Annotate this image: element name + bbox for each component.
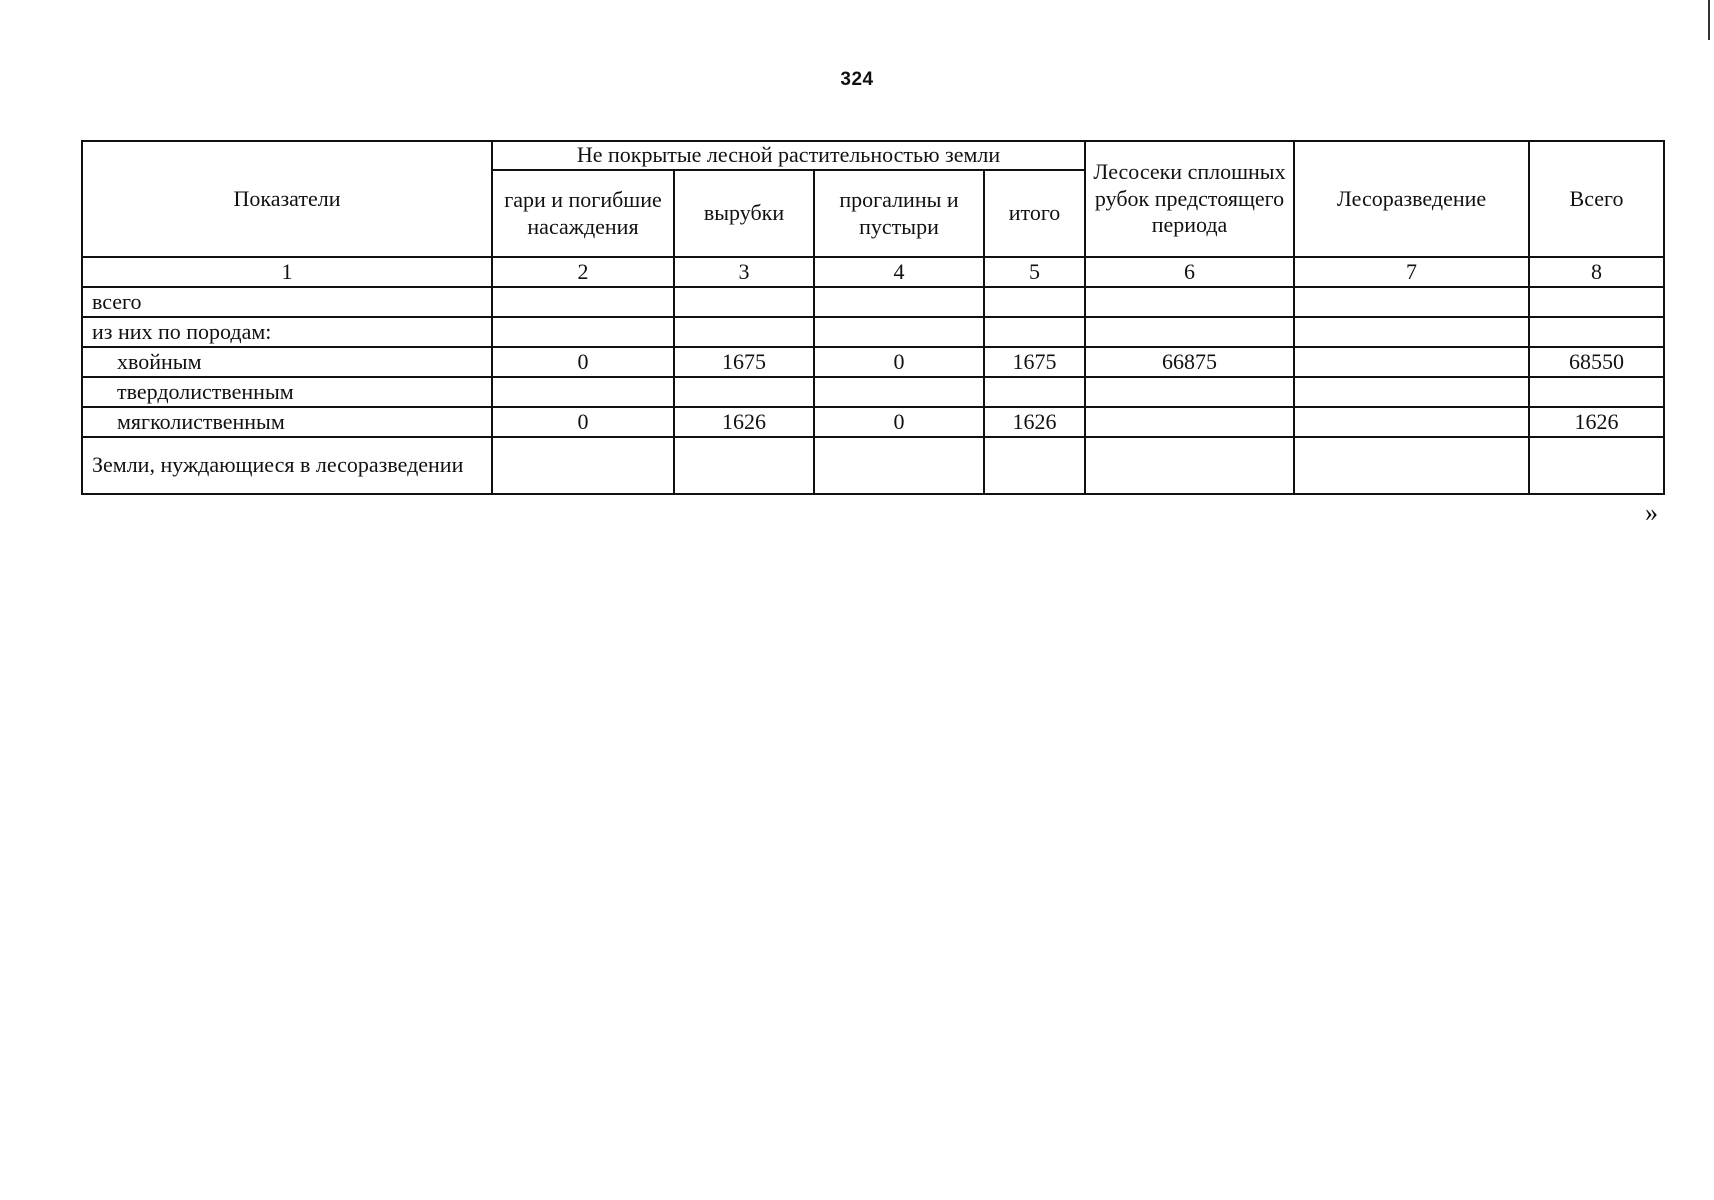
table-cell: 1675 (984, 347, 1085, 377)
table-cell (814, 377, 984, 407)
table-cell: 0 (492, 347, 674, 377)
table-cell (1085, 377, 1294, 407)
closing-quote-mark: » (1645, 498, 1658, 527)
column-number: 1 (82, 257, 492, 287)
row-label: всего (82, 287, 492, 317)
table-row (82, 287, 1664, 317)
column-number: 7 (1294, 257, 1529, 287)
table-cell (1294, 407, 1529, 437)
table-cell: 1675 (674, 347, 814, 377)
table-row (82, 407, 1664, 437)
header-unforested-group: Не покрытые лесной растительностью земли (492, 141, 1085, 170)
table-cell (1085, 437, 1294, 494)
column-number: 5 (984, 257, 1085, 287)
header-clearcut-areas: Лесосеки сплошных рубок предстоящего периода (1085, 141, 1294, 257)
table-cell (1529, 437, 1664, 494)
table-cell (984, 317, 1085, 347)
table-cell: 0 (814, 407, 984, 437)
table-cell (674, 377, 814, 407)
table-cell (814, 437, 984, 494)
table-cell (1085, 287, 1294, 317)
row-label: из них по породам: (82, 317, 492, 347)
column-number: 4 (814, 257, 984, 287)
table-cell: 0 (492, 407, 674, 437)
forest-lands-table (81, 140, 1665, 495)
table-cell (674, 437, 814, 494)
header-total: Всего (1529, 141, 1664, 257)
table-cell: 0 (814, 347, 984, 377)
table-cell (492, 287, 674, 317)
table-cell (1529, 287, 1664, 317)
table-cell (1085, 407, 1294, 437)
table-cell (814, 287, 984, 317)
table-cell (492, 317, 674, 347)
table-cell (984, 437, 1085, 494)
table-cell (1085, 317, 1294, 347)
table-cell: 66875 (1085, 347, 1294, 377)
table-cell (1294, 377, 1529, 407)
page-number: 324 (840, 69, 874, 90)
header-glades: прогалины и пустыри (814, 170, 984, 257)
header-indicators: Показатели (82, 141, 492, 257)
table-cell (984, 377, 1085, 407)
table-cell (1294, 287, 1529, 317)
table-cell (1529, 317, 1664, 347)
header-row-top (82, 141, 1664, 170)
table-cell: 1626 (674, 407, 814, 437)
table-cell (1294, 317, 1529, 347)
column-number-row (82, 257, 1664, 287)
row-label: Земли, нуждающиеся в лесоразведении (82, 437, 492, 494)
table-cell: 1626 (984, 407, 1085, 437)
table-cell (814, 317, 984, 347)
header-burned: гари и погибшие насаждения (492, 170, 674, 257)
table-cell (492, 377, 674, 407)
table-cell: 1626 (1529, 407, 1664, 437)
header-subtotal: итого (984, 170, 1085, 257)
table-row (82, 377, 1664, 407)
table-cell (984, 287, 1085, 317)
table-row (82, 317, 1664, 347)
margin-mark (1708, 0, 1710, 40)
table-cell: 68550 (1529, 347, 1664, 377)
table-cell (1529, 377, 1664, 407)
header-cuttings: вырубки (674, 170, 814, 257)
table-row (82, 437, 1664, 494)
header-afforestation: Лесоразведение (1294, 141, 1529, 257)
row-label: хвойным (82, 347, 492, 377)
table-cell (1294, 347, 1529, 377)
row-label: мягколиственным (82, 407, 492, 437)
table-cell (674, 317, 814, 347)
column-number: 8 (1529, 257, 1664, 287)
column-number: 6 (1085, 257, 1294, 287)
row-label: твердолиственным (82, 377, 492, 407)
table-row (82, 347, 1664, 377)
column-number: 2 (492, 257, 674, 287)
table-cell (1294, 437, 1529, 494)
table-cell (492, 437, 674, 494)
column-number: 3 (674, 257, 814, 287)
table-cell (674, 287, 814, 317)
